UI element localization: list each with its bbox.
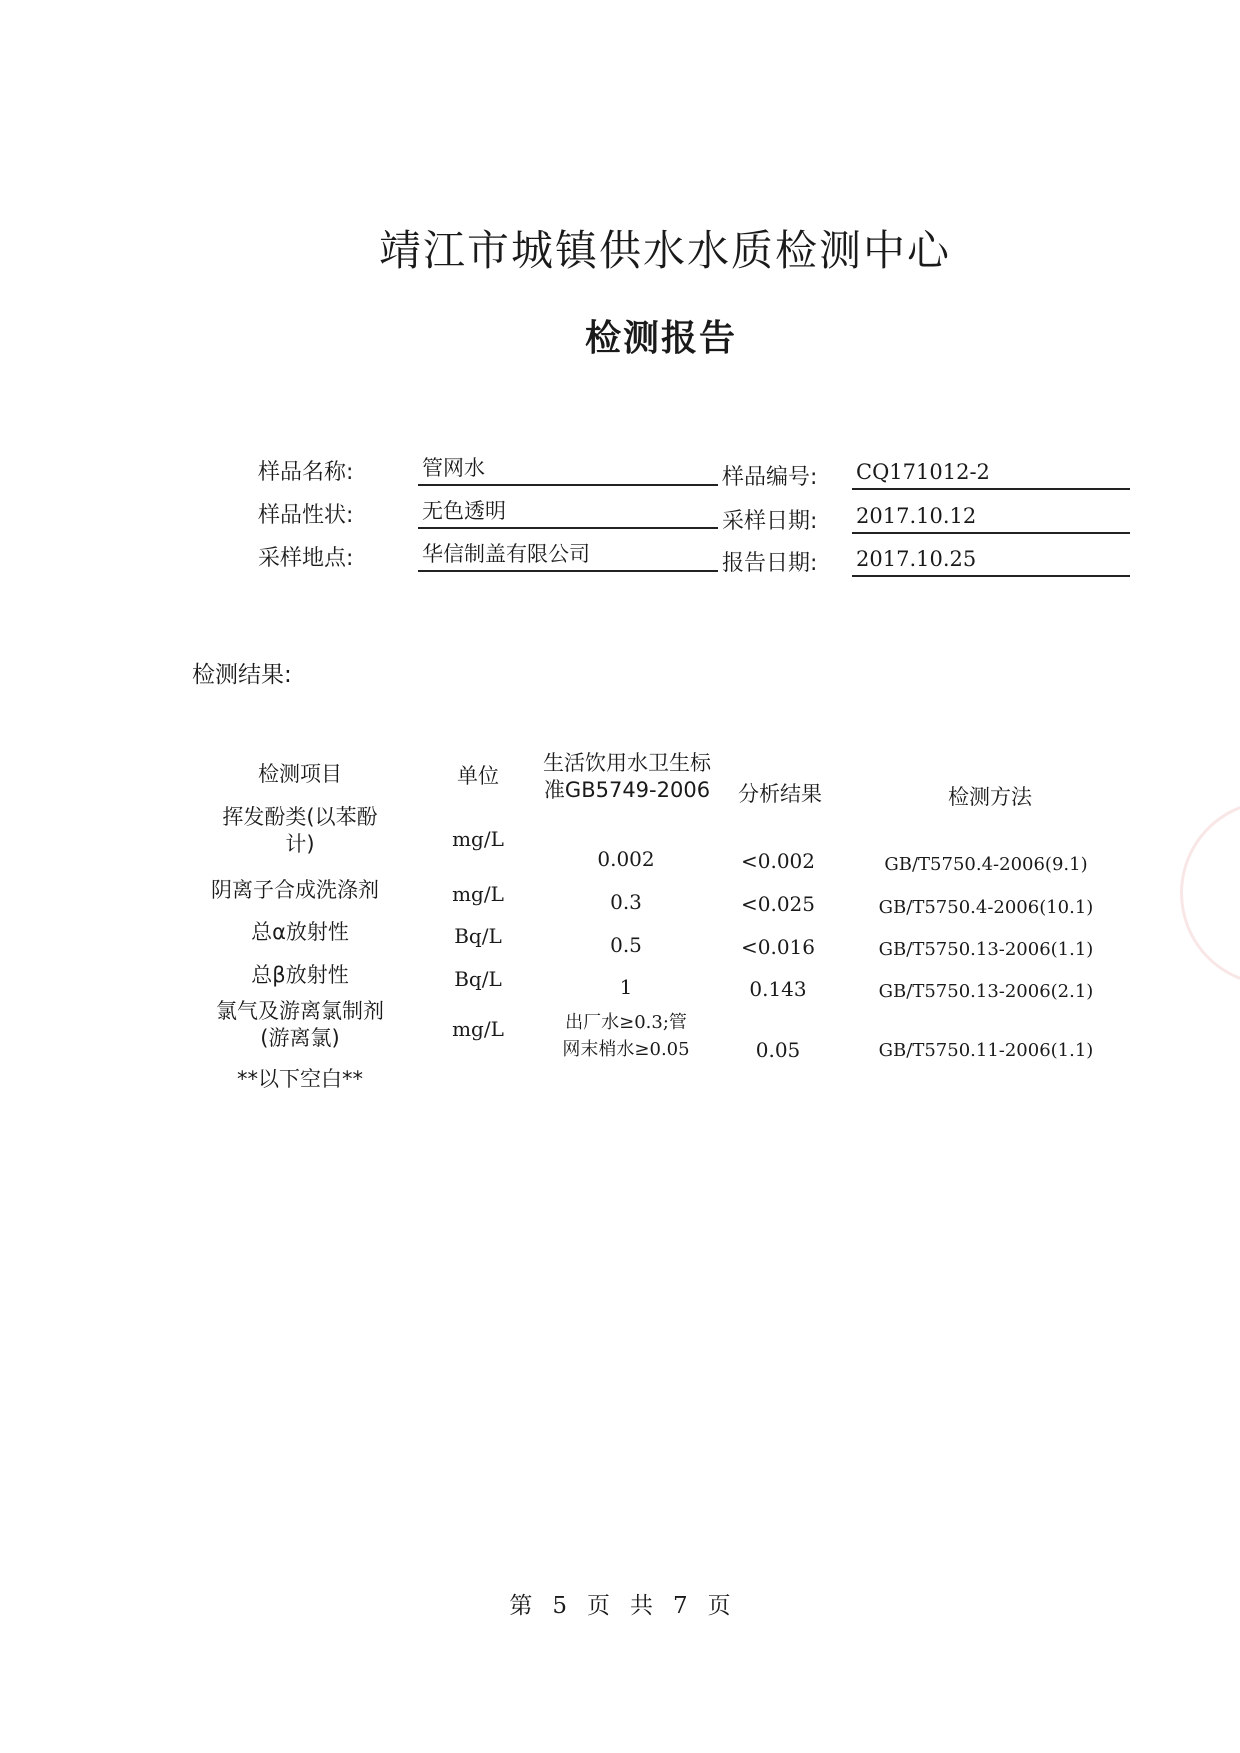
table-row-5-item-line1: 氯气及游离氯制剂: [216, 999, 384, 1023]
table-row-2-method: GB/T5750.4-2006(10.1): [878, 897, 1094, 918]
table-row-4-standard: 1: [619, 975, 633, 999]
table-row-3-method: GB/T5750.13-2006(1.1): [878, 939, 1094, 960]
table-row-1-method: GB/T5750.4-2006(9.1): [884, 854, 1088, 875]
column-standard-header-line2: 准GB5749-2006: [543, 778, 711, 802]
sample-state-value: 无色透明: [418, 497, 718, 529]
table-row-4-method: GB/T5750.13-2006(2.1): [878, 981, 1094, 1002]
sampling-location-label: 采样地点:: [258, 546, 354, 571]
table-row-5-item: [190, 998, 410, 1052]
sampling-location-value: 华信制盖有限公司: [418, 540, 718, 572]
table-row-5-standard: [536, 1009, 716, 1063]
column-standard-header: [527, 750, 727, 804]
table-row-2-standard: 0.3: [610, 890, 642, 914]
sampling-date-label: 采样日期:: [722, 509, 818, 534]
table-row-5-result: 0.05: [755, 1038, 801, 1062]
table-row-3-standard: 0.5: [610, 933, 642, 957]
table-row-4-unit: Bq/L: [454, 967, 502, 991]
column-item-header: 检测项目: [258, 762, 342, 786]
table-row-1-unit: mg/L: [452, 827, 504, 851]
sample-name-label: 样品名称:: [258, 460, 354, 485]
total-prefix: 共: [630, 1593, 653, 1619]
sample-number-label: 样品编号:: [722, 465, 818, 490]
end-of-table-note: **以下空白**: [237, 1067, 363, 1091]
sampling-date-value: 2017.10.12: [852, 502, 1130, 534]
table-row-5-item-line2: (游离氯): [260, 1026, 340, 1050]
table-row-1-item-line2: 计): [285, 832, 315, 856]
total-pages: 7: [673, 1593, 688, 1619]
column-standard-header-line1: 生活饮用水卫生标: [543, 751, 711, 775]
report-date-value: 2017.10.25: [852, 545, 1130, 577]
results-section-title: 检测结果:: [192, 662, 292, 688]
table-row-2-result: <0.025: [740, 892, 815, 916]
table-row-1-item: [190, 804, 410, 858]
table-row-4-result: 0.143: [749, 977, 807, 1001]
table-row-1-standard: 0.002: [597, 847, 655, 871]
table-row-1-result: <0.002: [740, 849, 815, 873]
page-mid: 页: [587, 1593, 610, 1619]
page-footer: [0, 1587, 1240, 1620]
table-row-2-item: 阴离子合成洗涤剂: [211, 878, 379, 902]
table-row-5-standard-line2: 网末梢水≥0.05: [562, 1039, 690, 1060]
table-row-5-unit: mg/L: [452, 1017, 504, 1041]
seal-stamp: [1180, 800, 1240, 986]
report-title: 检测报告: [584, 318, 737, 359]
page-prefix: 第: [509, 1593, 533, 1619]
organization-title: 靖江市城镇供水水质检测中心: [378, 226, 951, 275]
sample-state-label: 样品性状:: [258, 503, 354, 528]
sample-name-value: 管网水: [418, 454, 718, 486]
sample-number-value: CQ171012-2: [852, 458, 1130, 490]
total-suffix: 页: [707, 1593, 731, 1619]
column-result-header: 分析结果: [738, 782, 822, 806]
table-row-5-standard-line1: 出厂水≥0.3;管: [565, 1012, 687, 1033]
table-row-2-unit: mg/L: [452, 882, 504, 906]
table-row-3-unit: Bq/L: [454, 924, 502, 948]
table-row-3-item: 总α放射性: [251, 920, 349, 944]
report-date-label: 报告日期:: [722, 551, 818, 576]
column-method-header: 检测方法: [948, 785, 1032, 809]
table-row-4-item: 总β放射性: [251, 963, 349, 987]
table-row-1-item-line1: 挥发酚类(以苯酚: [222, 805, 378, 829]
table-row-3-result: <0.016: [740, 935, 815, 959]
table-row-5-method: GB/T5750.11-2006(1.1): [878, 1040, 1094, 1061]
page-number: 5: [552, 1593, 567, 1619]
column-unit-header: 单位: [457, 764, 499, 788]
